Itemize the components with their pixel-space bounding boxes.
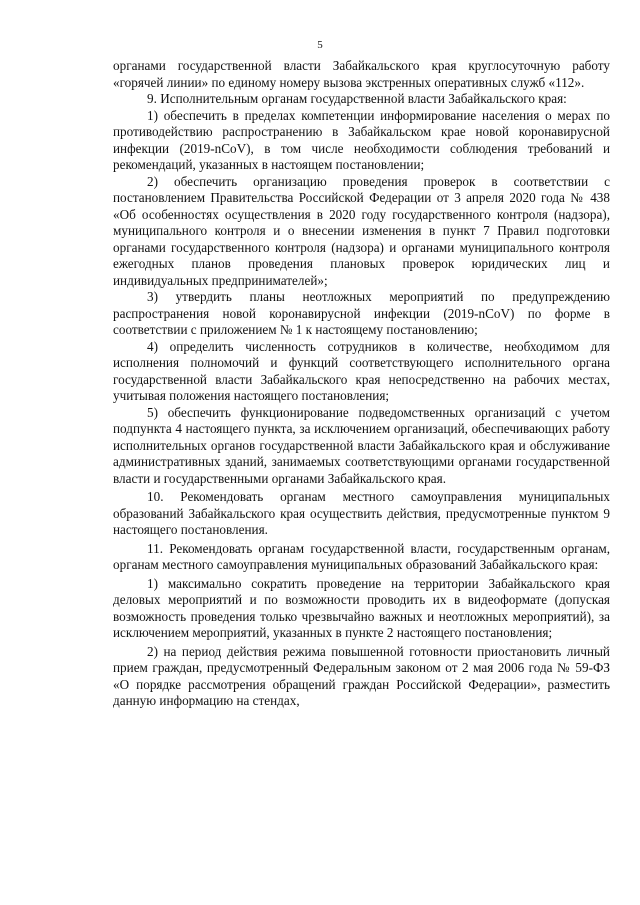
document-body	[113, 58, 610, 710]
paragraph-item-9: 9. Исполнительным органам государственной власти Забайкальского края:	[147, 91, 567, 106]
paragraph-continuation: органами государственной власти Забайкальского края круглосуточную работу «горячей линии» по единому номеру вызова экстренных оперативных служб «112».	[113, 58, 610, 90]
paragraph-item-10: 10. Рекомендовать органам местного самоуправления муниципальных образований Забайкальского края осуществить действия, предусмотренные пунктом 9 настоящего постановления.	[113, 489, 610, 537]
paragraph-subitem-11-1: 1) максимально сократить проведение на территории Забайкальского края деловых мероприятий и по возможности проводить их в видеоформате (допуская возможность проведения только чрезвычайно важных и неотложных мероприятий), за исключением мероприятий, указанных в пункте 2 настоящего постановления;	[113, 575, 610, 640]
paragraph-subitem-9-3: 3) утвердить планы неотложных мероприятий по предупреждению распространения новой коронавирусной инфекции (2019-nCoV) по форме в соответствии с приложением № 1 к настоящему постановлению;	[113, 289, 610, 337]
page-number: 5	[317, 39, 323, 51]
paragraph-subitem-9-2: 2) обеспечить организацию проведения проверок в соответствии с постановлением Правительства Российской Федерации от 3 апреля 2020 года № 438 «Об особенностях осуществления в 2020 году государственного контроля (надзора), муниципального контроля и о внесении изменения в пункт 7 Правил подготовки органами государственного контроля (надзора) и органами муниципального контроля ежегодных планов проведения плановых проверок юридических лиц и индивидуальных предпринимателей»;	[113, 173, 610, 288]
paragraph-subitem-9-1: 1) обеспечить в пределах компетенции информирование населения о мерах по противодействию распространению в Забайкальском крае новой коронавирусной инфекции (2019-nCoV), в том числе необходимости соблюдения требований и рекомендаций, указанных в настоящем постановлении;	[113, 107, 610, 172]
paragraph-subitem-9-5: 5) обеспечить функционирование подведомственных организаций с учетом подпункта 4 настоящего пункта, за исключением организаций, обеспечивающих работу исполнительных органов государственной власти Забайкальского края и обслуживание административных зданий, занимаемых соответствующими органами государственной власти и государственными органами Забайкальского края.	[113, 404, 610, 486]
paragraph-subitem-9-4: 4) определить численность сотрудников в количестве, необходимом для исполнения полномочий и функций соответствующего исполнительного органа государственной власти Забайкальского края непосредственно на рабочих местах, учитывая положения настоящего постановления;	[113, 338, 610, 403]
paragraph-subitem-11-2: 2) на период действия режима повышенной готовности приостановить личный прием граждан, предусмотренный Федеральным законом от 2 мая 2006 года № 59-ФЗ «О порядке рассмотрения обращений граждан Российской Федерации», разместить данную информацию на стендах,	[113, 643, 610, 708]
paragraph-item-11: 11. Рекомендовать органам государственной власти, государственным органам, органам местного самоуправления муниципальных образований Забайкальского края:	[113, 540, 610, 572]
